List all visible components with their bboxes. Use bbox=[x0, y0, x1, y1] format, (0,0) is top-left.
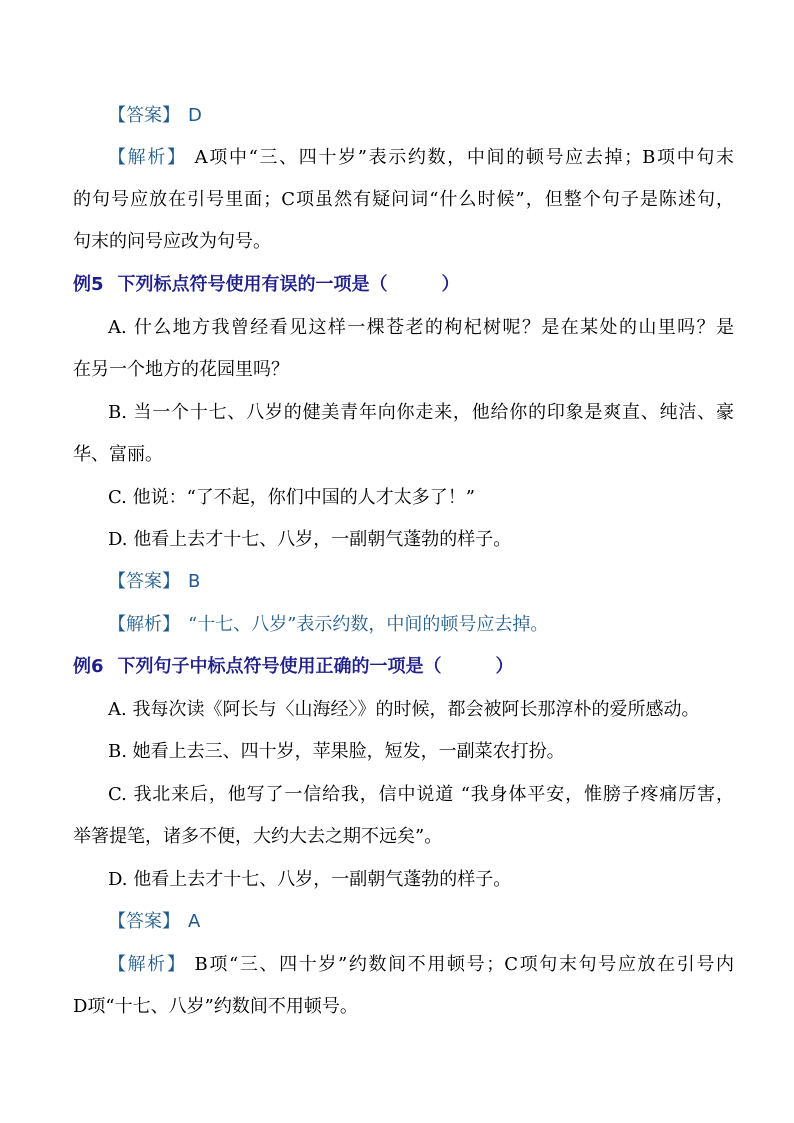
example-6-option-a: A. 我每次读《阿长与〈山海经〉》的时候，都会被阿长那淳朴的爱所感动。 bbox=[108, 699, 700, 720]
example-5-option-a-line-2: 在另一个地方的花园里吗？ bbox=[73, 359, 289, 380]
analysis-text: B项“三、四十岁”约数间不用顿号；C项句末句号应放在引号内 bbox=[194, 954, 734, 975]
example-5-analysis bbox=[108, 613, 734, 637]
answer-value: D bbox=[188, 105, 202, 126]
example-6-option-b: B. 她看上去三、四十岁，苹果脸，短发，一副菜农打扮。 bbox=[108, 741, 565, 762]
example-5-option-a-line-1: A. 什么地方我曾经看见这样一棵苍老的枸杞树呢？是在某处的山里吗？是 bbox=[108, 317, 734, 338]
analysis-line-1 bbox=[108, 146, 734, 170]
answer-value: A bbox=[188, 911, 201, 932]
example-6-answer bbox=[108, 910, 734, 934]
analysis-line-2: 的句号应放在引号里面；C项虽然有疑问词“什么时候”，但整个句子是陈述句， bbox=[73, 189, 734, 210]
example-5-option-b-line-1: B. 当一个十七、八岁的健美青年向你走来，他给你的印象是爽直、纯洁、豪 bbox=[108, 402, 734, 423]
analysis-text: “十七、八岁”表示约数，中间的顿号应去掉。 bbox=[188, 614, 549, 635]
analysis-line-3: 句末的问号应改为句号。 bbox=[73, 231, 271, 252]
example-6-question: 下列句子中标点符号使用正确的一项是（ ） bbox=[117, 656, 514, 677]
example-6-label: 例6 bbox=[73, 656, 104, 677]
example-6-analysis-line-1 bbox=[108, 953, 734, 977]
answer-line-1 bbox=[108, 104, 734, 128]
answer-value: B bbox=[188, 571, 201, 592]
example-6-option-c-line-1: C. 我北来后，他写了一信给我，信中说道 “我身体平安，惟膀子疼痛厉害， bbox=[108, 784, 734, 805]
analysis-text: A项中“三、四十岁”表示约数，中间的顿号应去掉；B项中句末 bbox=[194, 147, 735, 168]
example-6-heading bbox=[73, 655, 734, 679]
example-5-option-c: C. 他说：“了不起，你们中国的人才太多了！” bbox=[108, 487, 475, 508]
answer-label: 【答案】 bbox=[108, 105, 180, 126]
example-5-label: 例5 bbox=[73, 274, 104, 295]
example-6-analysis-line-2: D项“十七、八岁”约数间不用顿号。 bbox=[73, 996, 358, 1017]
example-6-option-d: D. 他看上去才十七、八岁，一副朝气蓬勃的样子。 bbox=[108, 869, 512, 890]
answer-label: 【答案】 bbox=[108, 571, 180, 592]
analysis-label: 【解析】 bbox=[108, 614, 180, 635]
example-5-answer bbox=[108, 570, 734, 594]
answer-label: 【答案】 bbox=[108, 911, 180, 932]
analysis-label: 【解析】 bbox=[108, 954, 187, 975]
example-5-heading bbox=[73, 273, 734, 297]
example-5-option-d: D. 他看上去才十七、八岁，一副朝气蓬勃的样子。 bbox=[108, 529, 512, 550]
example-6-option-c-line-2: 举箸提笔，诸多不便，大约大去之期不远矣”。 bbox=[73, 826, 443, 847]
example-5-option-b-line-2: 华、富丽。 bbox=[73, 444, 163, 465]
example-5-question: 下列标点符号使用有误的一项是（ ） bbox=[117, 274, 460, 295]
analysis-label: 【解析】 bbox=[108, 147, 187, 168]
